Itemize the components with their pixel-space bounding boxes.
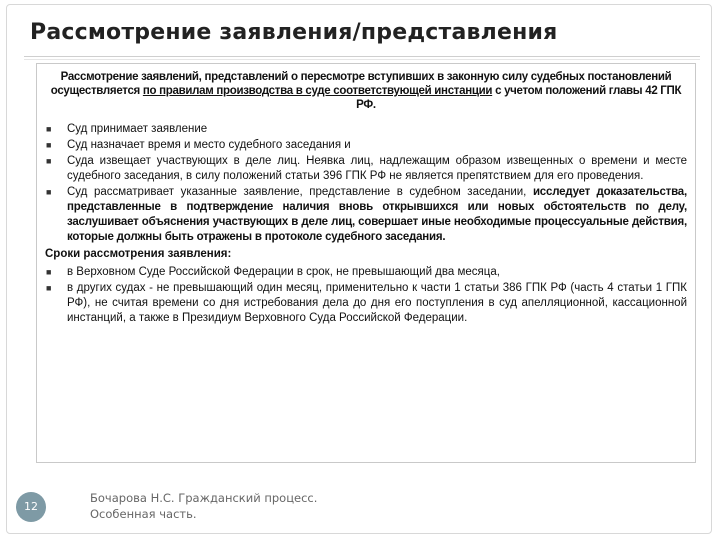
- step-text: Суд назначает время и место судебного заседания и: [67, 139, 351, 151]
- bullet-icon: ■: [46, 283, 52, 293]
- intro-paragraph: [45, 70, 687, 112]
- list-item: [45, 185, 687, 245]
- intro-text-end: с учетом положений главы 42 ГПК РФ.: [356, 85, 682, 111]
- terms-heading: Сроки рассмотрения заявления:: [45, 248, 232, 260]
- bullet-icon: ■: [46, 267, 52, 277]
- procedure-steps-list: [45, 122, 687, 245]
- bullet-icon: ■: [46, 140, 52, 150]
- list-item: [45, 281, 687, 326]
- bullet-icon: ■: [46, 156, 52, 166]
- bullet-icon: ■: [46, 187, 52, 197]
- term-text: в Верховном Суде Российской Федерации в срок, не превышающий два месяца,: [67, 266, 500, 278]
- step-text: Суд принимает заявление: [67, 123, 208, 135]
- footer-line-1: Бочарова Н.С. Гражданский процесс.: [90, 491, 318, 505]
- list-item: [45, 138, 687, 153]
- page-number-badge: 12: [16, 492, 46, 522]
- title-divider-secondary: [24, 59, 700, 60]
- intro-text-start: Рассмотрение заявлений, представлений о пересмотре вступивших в законную силу судебных постановлений осуществляется: [50, 71, 672, 97]
- bullet-icon: ■: [46, 124, 52, 134]
- list-item: [45, 265, 687, 280]
- intro-underlined-text: по правилам производства в суде соответствующей инстанции: [142, 85, 493, 97]
- step-text: Суда извещает участвующих в деле лиц. Неявка лиц, надлежащим образом извещенных о времени и месте судебного заседания, в силу положений статьи 396 ГПК РФ не является препятствием для его проведения.: [67, 155, 687, 182]
- list-item: [45, 154, 687, 184]
- step-text: Суд рассматривает указанные заявление, представление в судебном заседании,: [67, 186, 533, 198]
- footer-citation: [90, 490, 317, 522]
- content-box: [36, 63, 696, 463]
- footer-line-2: Особенная часть.: [90, 507, 197, 521]
- terms-list: [45, 265, 687, 326]
- list-item: [45, 122, 687, 137]
- title-divider: [24, 56, 700, 57]
- term-text: в других судах - не превышающий один месяц, применительно к части 1 статьи 386 ГПК РФ (часть 4 статьи 1 ГПК РФ), не считая времени со дня истребования дела до дня его поступления в суд апелляционной, кассационной инстанций, а также в Президиум Верховного Суда Российской Федерации.: [67, 282, 687, 324]
- step-text-bold: исследует доказательства, представленные в подтверждение наличия вновь открывшихся или новых обстоятельств по делу, заслушивает объяснения участвующих в деле лиц, совершает иные необходимые процессуальные действия, которые должны быть отражены в протоколе судебного заседания.: [67, 186, 687, 243]
- slide-title: Рассмотрение заявления/представления: [30, 20, 558, 45]
